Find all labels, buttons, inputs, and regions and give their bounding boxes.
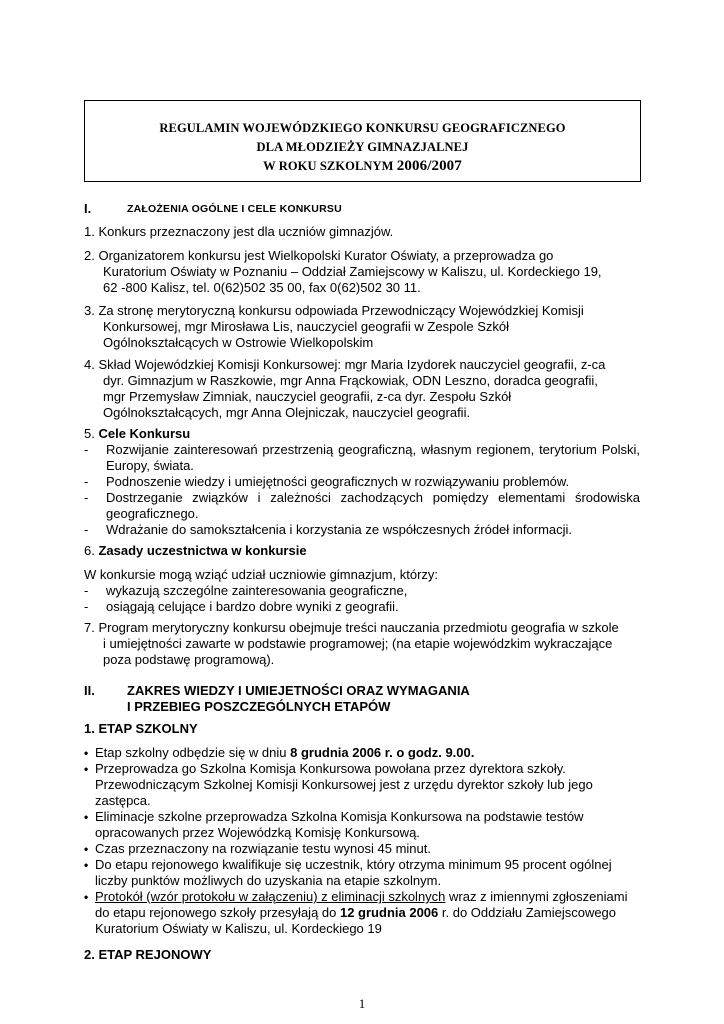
paragraph-7 xyxy=(84,620,640,668)
p6-title: Zasady uczestnictwa w konkursie xyxy=(98,543,307,558)
list-item-text xyxy=(95,889,640,937)
title-box xyxy=(84,100,641,182)
paragraph-1 xyxy=(84,224,640,240)
bullet-icon: • xyxy=(84,746,89,760)
title-line-2: DLA MŁODZIEŻY GIMNAZJALNEJ xyxy=(256,140,469,154)
title-line-1: REGULAMIN WOJEWÓDZKIEGO KONKURSU GEOGRAFICZNEGO xyxy=(159,121,566,135)
bullet-icon: • xyxy=(84,858,89,872)
bullet-icon: • xyxy=(84,890,89,904)
stage-2-heading xyxy=(84,947,640,963)
section-2-heading xyxy=(84,683,640,715)
p5-number: 5. xyxy=(84,426,99,441)
p3-line-1: 3. Za stronę merytoryczną konkursu odpowiada Przewodniczący Wojewódzkiej Komisji xyxy=(84,303,584,318)
p2-line-1: 2. Organizatorem konkursu jest Wielkopolski Kurator Oświaty, a przeprowadza go xyxy=(84,248,554,263)
b6-text: wraz z imiennymi zgłoszeniami do etapu rejonowego szkoły przesyłają do xyxy=(95,889,628,920)
p4-line-2: dyr. Gimnazjum w Raszkowie, mgr Anna Frąckowiak, ODN Leszno, doradca geografii, xyxy=(103,373,598,388)
bullet-icon: • xyxy=(84,762,89,776)
p6-intro: W konkursie mogą wziąć udział uczniowie gimnazjum, którzy: xyxy=(84,567,439,582)
p4-line-1: 4. Skład Wojewódzkiej Komisji Konkursowej: mgr Maria Izydorek nauczyciel geografii, z-ca xyxy=(84,357,606,372)
section-1-heading xyxy=(84,201,640,217)
b6-text-end: r. do Oddziału Zamiejscowego Kuratorium Oświaty w Kaliszu, ul. Kordeckiego 19 xyxy=(95,905,617,936)
b1-date: 8 grudnia 2006 r. o godz. 9.00. xyxy=(290,745,475,760)
paragraph-2 xyxy=(84,248,640,296)
list-item-text: Eliminacje szkolne przeprowadza Szkolna Komisja Konkursowa na podstawie testów opracowanych przez Wojewódzką Komisję Konkursową. xyxy=(95,809,584,840)
paragraph-5 xyxy=(84,426,640,538)
list-item-text: Do etapu rejonowego kwalifikuje się uczestnik, który otrzyma minimum 95 procent ogólnej liczby punktów możliwych do uzyskania na etapie szkolnym. xyxy=(95,857,612,888)
bullet-icon: • xyxy=(84,842,89,856)
p5-heading xyxy=(84,426,640,442)
list-item xyxy=(84,809,640,841)
p7-line-1: 7. Program merytoryczny konkursu obejmuje treści nauczania przedmiotu geografia w szkole xyxy=(84,620,619,635)
goal-item: - Wdrażanie do samokształcenia i korzystania ze współczesnych źródeł informacji. xyxy=(84,522,640,538)
list-item xyxy=(84,841,640,857)
list-item-text: Przeprowadza go Szkolna Komisja Konkursowa powołana przez dyrektora szkoły. Przewodniczącym Szkolnej Komisji Konkursowej jest z urzędu dyrektor szkoły lub jego zastępca. xyxy=(95,761,593,808)
bullet-icon: • xyxy=(84,810,89,824)
section-2-title-line-1: ZAKRES WIEDZY I UMIEJETNOŚCI ORAZ WYMAGANIA xyxy=(127,683,470,698)
p6-heading xyxy=(84,543,640,559)
p6-number: 6. xyxy=(84,543,99,558)
title-line-3 xyxy=(85,157,640,176)
paragraph-6 xyxy=(84,543,640,559)
paragraph-6-body xyxy=(84,567,640,615)
p7-line-3: poza podstawę programową). xyxy=(103,652,275,667)
section-2-number: II. xyxy=(84,683,95,698)
p4-line-4: Ogólnokształcących, mgr Anna Olejniczak, nauczyciel geografii. xyxy=(103,405,471,420)
stage-1-list xyxy=(84,745,640,937)
stage-1-title: 1. ETAP SZKOLNY xyxy=(84,721,198,736)
list-item xyxy=(84,745,640,761)
section-1-number: I. xyxy=(84,201,92,216)
list-item-text: Czas przeznaczony na rozwiązanie testu wynosi 45 minut. xyxy=(95,841,431,856)
list-item xyxy=(84,761,640,809)
p5-title: Cele Konkursu xyxy=(98,426,191,441)
p3-line-2: Konkursowej, mgr Mirosława Lis, nauczyciel geografii w Zespole Szkół xyxy=(103,319,510,334)
goal-item: - Dostrzeganie związków i zależności zachodzących pomiędzy elementami środowiska geograficznego. xyxy=(84,490,640,521)
goal-text: Rozwijanie zainteresowań przestrzenią geograficzną, własnym regionem, terytorium Polski, Europy, świata. xyxy=(106,442,640,473)
section-1-title: ZAŁOŻENIA OGÓLNE I CELE KONKURSU xyxy=(127,203,342,215)
rule-text: wykazują szczególne zainteresowania geograficzne, xyxy=(106,583,408,598)
goal-item: - Rozwijanie zainteresowań przestrzenią geograficzną, własnym regionem, terytorium Polski, Europy, świata. xyxy=(84,442,640,473)
page-number: 1 xyxy=(358,996,366,1011)
p3-line-3: Ogólnokształcących w Ostrowie Wielkopolskim xyxy=(103,335,374,350)
rule-item: - osiągają celujące i bardzo dobre wyniki z geografii. xyxy=(84,599,640,615)
list-item xyxy=(84,857,640,889)
b1-text: Etap szkolny odbędzie się w dniu xyxy=(95,745,291,760)
list-item-text xyxy=(95,745,640,761)
p4-line-3: mgr Przemysław Zimniak, nauczyciel geografii, z-ca dyr. Zespołu Szkół xyxy=(103,389,512,404)
protocol-link: Protokół (wzór protokołu w załączeniu) z eliminacji szkolnych xyxy=(95,889,446,904)
rule-item: - wykazują szczególne zainteresowania geograficzne, xyxy=(84,583,640,599)
paragraph-4 xyxy=(84,357,640,421)
stage-2-title: 2. ETAP REJONOWY xyxy=(84,947,212,962)
p1-text: 1. Konkurs przeznaczony jest dla uczniów gimnazjów. xyxy=(84,224,394,239)
goal-item: - Podnoszenie wiedzy i umiejętności geograficznych w rozwiązywaniu problemów. xyxy=(84,474,640,490)
goal-text: Wdrażanie do samokształcenia i korzystania ze współczesnych źródeł informacji. xyxy=(106,522,573,537)
p2-line-2: Kuratorium Oświaty w Poznaniu – Oddział Zamiejscowy w Kaliszu, ul. Kordeckiego 19, xyxy=(103,264,602,279)
title-line-3-text: W ROKU SZKOLNYM xyxy=(263,159,397,173)
p7-line-2: i umiejętności zawarte w podstawie programowej; (na etapie wojewódzkim wykraczające xyxy=(103,636,613,651)
rule-text: osiągają celujące i bardzo dobre wyniki z geografii. xyxy=(106,599,399,614)
goal-text: Podnoszenie wiedzy i umiejętności geograficznych w rozwiązywaniu problemów. xyxy=(106,474,570,489)
p2-line-3: 62 -800 Kalisz, tel. 0(62)502 35 00, fax 0(62)502 30 11. xyxy=(103,280,421,295)
list-item xyxy=(84,889,640,937)
goal-text: Dostrzeganie związków i zależności zachodzących pomiędzy elementami środowiska geograficznego. xyxy=(106,490,640,521)
school-year: 2006/2007 xyxy=(396,158,462,174)
paragraph-3 xyxy=(84,303,640,351)
b6-date: 12 grudnia 2006 xyxy=(339,905,439,920)
section-2-title-line-2: I PRZEBIEG POSZCZEGÓLNYCH ETAPÓW xyxy=(127,699,391,714)
stage-1-heading xyxy=(84,721,640,737)
